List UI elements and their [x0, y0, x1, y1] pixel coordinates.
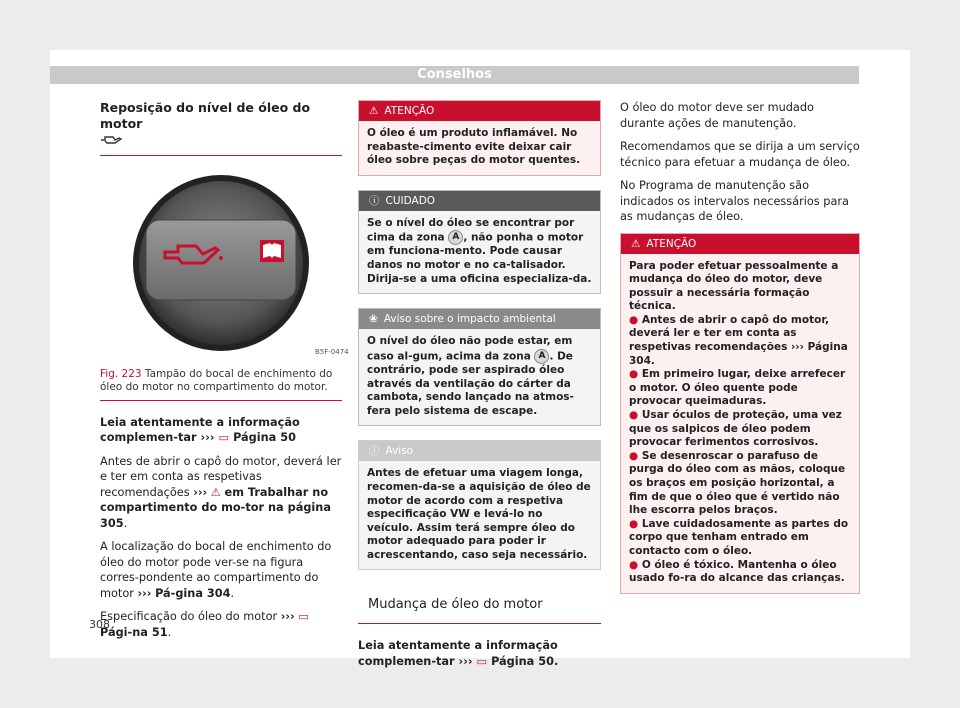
ref-arrow: ››› — [280, 610, 295, 623]
figure-oil-cap — [100, 170, 349, 362]
figure-caption-text: Tampão do bocal de enchimento do óleo do motor no compartimento do motor. — [100, 367, 333, 393]
warning-bullet-2: ● Em primeiro lugar, deixe arrefecer o motor. O óleo quente pode provocar queimaduras. — [629, 368, 846, 408]
section-title: Reposição do nível de óleo do motor — [100, 100, 311, 131]
warning-bullet-3: ● Usar óculos de proteção, uma vez que os salpicos de óleo podem provocar ferimentos corrosivos. — [629, 409, 842, 449]
warning-icon: ⚠ — [210, 485, 221, 499]
paragraph-3: Especificação do óleo do motor ››› ▭ Pági-na 51. — [100, 610, 309, 639]
warning-box-2 — [620, 233, 860, 594]
caution-header — [359, 191, 600, 211]
note-header — [359, 441, 600, 461]
ref-arrow: ››› — [458, 654, 473, 668]
paragraph-c3-3: No Programa de manutenção são indicados os intervalos necessários para as mudanças de óleo. — [620, 179, 849, 223]
section-rule — [358, 623, 601, 624]
p1-text: Antes de abrir o capô do motor, deverá ler e ter em conta as respetivas recomendações — [100, 454, 342, 499]
warning-header — [621, 234, 859, 254]
environment-body — [359, 329, 600, 425]
bullet-text: Se desenroscar o parafuso de purga do óleo com as mãos, coloque os braços em posição horizontal, a fim de que o óleo que é vertido não lhe escorra pelos braços. — [629, 449, 846, 517]
note-box — [358, 440, 601, 570]
column-2 — [358, 100, 601, 677]
p2-link[interactable]: Pá-gina 304 — [155, 586, 231, 600]
figure-caption — [100, 368, 342, 394]
zone-marker: A — [534, 349, 549, 364]
warning-title: ATENÇÃO — [384, 105, 435, 117]
figure-label: Fig. 223 — [100, 367, 142, 380]
p1-link[interactable]: em Trabalhar no compartimento do mo-tor na página 305 — [100, 485, 331, 530]
warning-bullet-5: ● Lave cuidadosamente as partes do corpo que tenham entrado em contacto com o óleo. — [629, 517, 849, 557]
info-circle-icon: ⓘ — [369, 194, 380, 207]
p3-text: Especificação do óleo do motor — [100, 610, 278, 623]
bullet-text: Antes de abrir o capô do motor, deverá ler e ter em conta as respetivas recomendações — [629, 313, 829, 354]
warning-box-1 — [358, 100, 601, 176]
environment-box — [358, 308, 601, 426]
intro-text: Leia atentamente a informação complemen-tar — [100, 415, 300, 444]
zone-marker: A — [448, 230, 463, 245]
section-title-oil-change: Mudança de óleo do motor — [368, 597, 543, 613]
ref-arrow: ››› — [200, 431, 215, 444]
book-icon: ▭ — [298, 610, 309, 623]
paragraph-1: Antes de abrir o capô do motor, deverá ler e ter em conta as respetivas recomendações ››› ⚠ em Trabalhar no compartimento do mo-tor na página 305. — [100, 454, 342, 530]
paragraph-2: A localização do bocal de enchimento do óleo do motor pode ver-se na figura corres-pondente ao compartimento do motor ››› Pá-gina 304. — [100, 540, 332, 600]
caution-body — [359, 211, 600, 293]
page-header: Conselhos — [50, 66, 859, 84]
warning-bullet-1: ● Antes de abrir o capô do motor, deverá ler e ter em conta as respetivas recomendações ››› Página 304. — [629, 313, 848, 367]
warning-intro: Para poder efetuar pessoalmente a mudança do óleo do motor, deve possuir a necessária formação técnica. — [629, 259, 839, 313]
note-title: Aviso — [385, 445, 414, 458]
info-square-icon: ⓘ — [369, 445, 380, 458]
column-1 — [100, 100, 349, 648]
warning-title: ATENÇÃO — [646, 237, 697, 250]
p2-text: A localização do bocal de enchimento do óleo do motor pode ver-se na figura corres-pondente ao compartimento do motor — [100, 540, 332, 600]
ref-arrow: ››› — [790, 341, 804, 354]
warning-body — [621, 254, 859, 593]
ref-arrow: ››› — [137, 586, 152, 600]
intro-line-2 — [358, 638, 601, 669]
column-3 — [620, 100, 860, 608]
environment-title: Aviso sobre o impacto ambiental — [383, 313, 556, 326]
oil-cap-illustration — [100, 170, 349, 362]
title-rule — [100, 155, 342, 156]
warning-bullet-4: ● Se desenroscar o parafuso de purga do óleo com as mãos, coloque os braços em posição horizontal, a fim de que o óleo que é vertido não lhe escorra pelos braços. — [629, 449, 846, 517]
book-icon: ▭ — [476, 654, 488, 668]
env-text-b: . De contrário, pode ser aspirado óleo através da ventilação do cárter da cambota, sendo lançado na atmos-fera pelo sistema de escape. — [367, 350, 574, 417]
ref-arrow: ››› — [193, 485, 208, 499]
warning-header — [359, 101, 600, 121]
p3-link[interactable]: Pági-na 51 — [100, 625, 168, 639]
warning-icon: ⚠ — [369, 105, 379, 117]
caution-title: CUIDADO — [385, 194, 436, 207]
warning-bullet-6: ● O óleo é tóxico. Mantenha o óleo usado fo-ra do alcance das crianças. — [629, 558, 845, 585]
environment-header — [359, 309, 600, 329]
bullet-text: Usar óculos de proteção, uma vez que os salpicos de óleo podem provocar ferimentos corrosivos. — [629, 409, 842, 449]
flower-icon: ❀ — [369, 313, 378, 326]
page-number: 308 — [89, 618, 110, 631]
env-text-a: O nível do óleo não pode estar, em caso al-gum, acima da zona — [367, 335, 573, 363]
bullet-text: Em primeiro lugar, deixe arrefecer o motor. O óleo quente pode provocar queimaduras. — [629, 368, 846, 408]
figure-rule — [100, 400, 342, 401]
intro-line — [100, 415, 342, 446]
engine-oil-icon — [100, 134, 122, 151]
bullet-text: Lave cuidadosamente as partes do corpo que tenham entrado em contacto com o óleo. — [629, 517, 849, 557]
caution-text-b: , não ponha o motor em funciona-mento. Pode causar danos no motor e no ca-talisador. Dirija-se a uma oficina especializa-da. — [367, 231, 592, 285]
intro-page-link-2[interactable]: Página 50. — [491, 654, 559, 668]
caution-box — [358, 190, 601, 294]
paragraph-c3-1: O óleo do motor deve ser mudado durante ações de manutenção. — [620, 101, 814, 130]
caution-text-a: Se o nível do óleo se encontrar por cima da zona — [367, 216, 575, 244]
intro-text-2: Leia atentamente a informação complemen-tar — [358, 639, 558, 668]
figure-code: B5F-0474 — [315, 347, 349, 356]
warning-icon: ⚠ — [631, 237, 641, 250]
book-icon: ▭ — [218, 431, 230, 444]
note-text: Antes de efetuar uma viagem longa, recomen-da-se a aquisição de óleo de motor de acordo com a respetiva especificação VW e levá-lo no veículo. Assim terá sempre óleo do motor adequado para poder ir acrescentando, caso seja necessário. — [367, 467, 591, 561]
paragraph-c3-2: Recomendamos que se dirija a um serviço técnico para efetuar a mudança de óleo. — [620, 140, 860, 169]
bullet-page-link[interactable]: Página 304 — [629, 341, 848, 367]
warning-text: O óleo é um produto inflamável. No reabaste-cimento evite deixar cair óleo sobre peças do motor quentes. — [367, 127, 581, 167]
bullet-text: O óleo é tóxico. Mantenha o óleo usado fo-ra do alcance das crianças. — [629, 558, 845, 585]
intro-page-link[interactable]: Página 50 — [233, 431, 296, 444]
